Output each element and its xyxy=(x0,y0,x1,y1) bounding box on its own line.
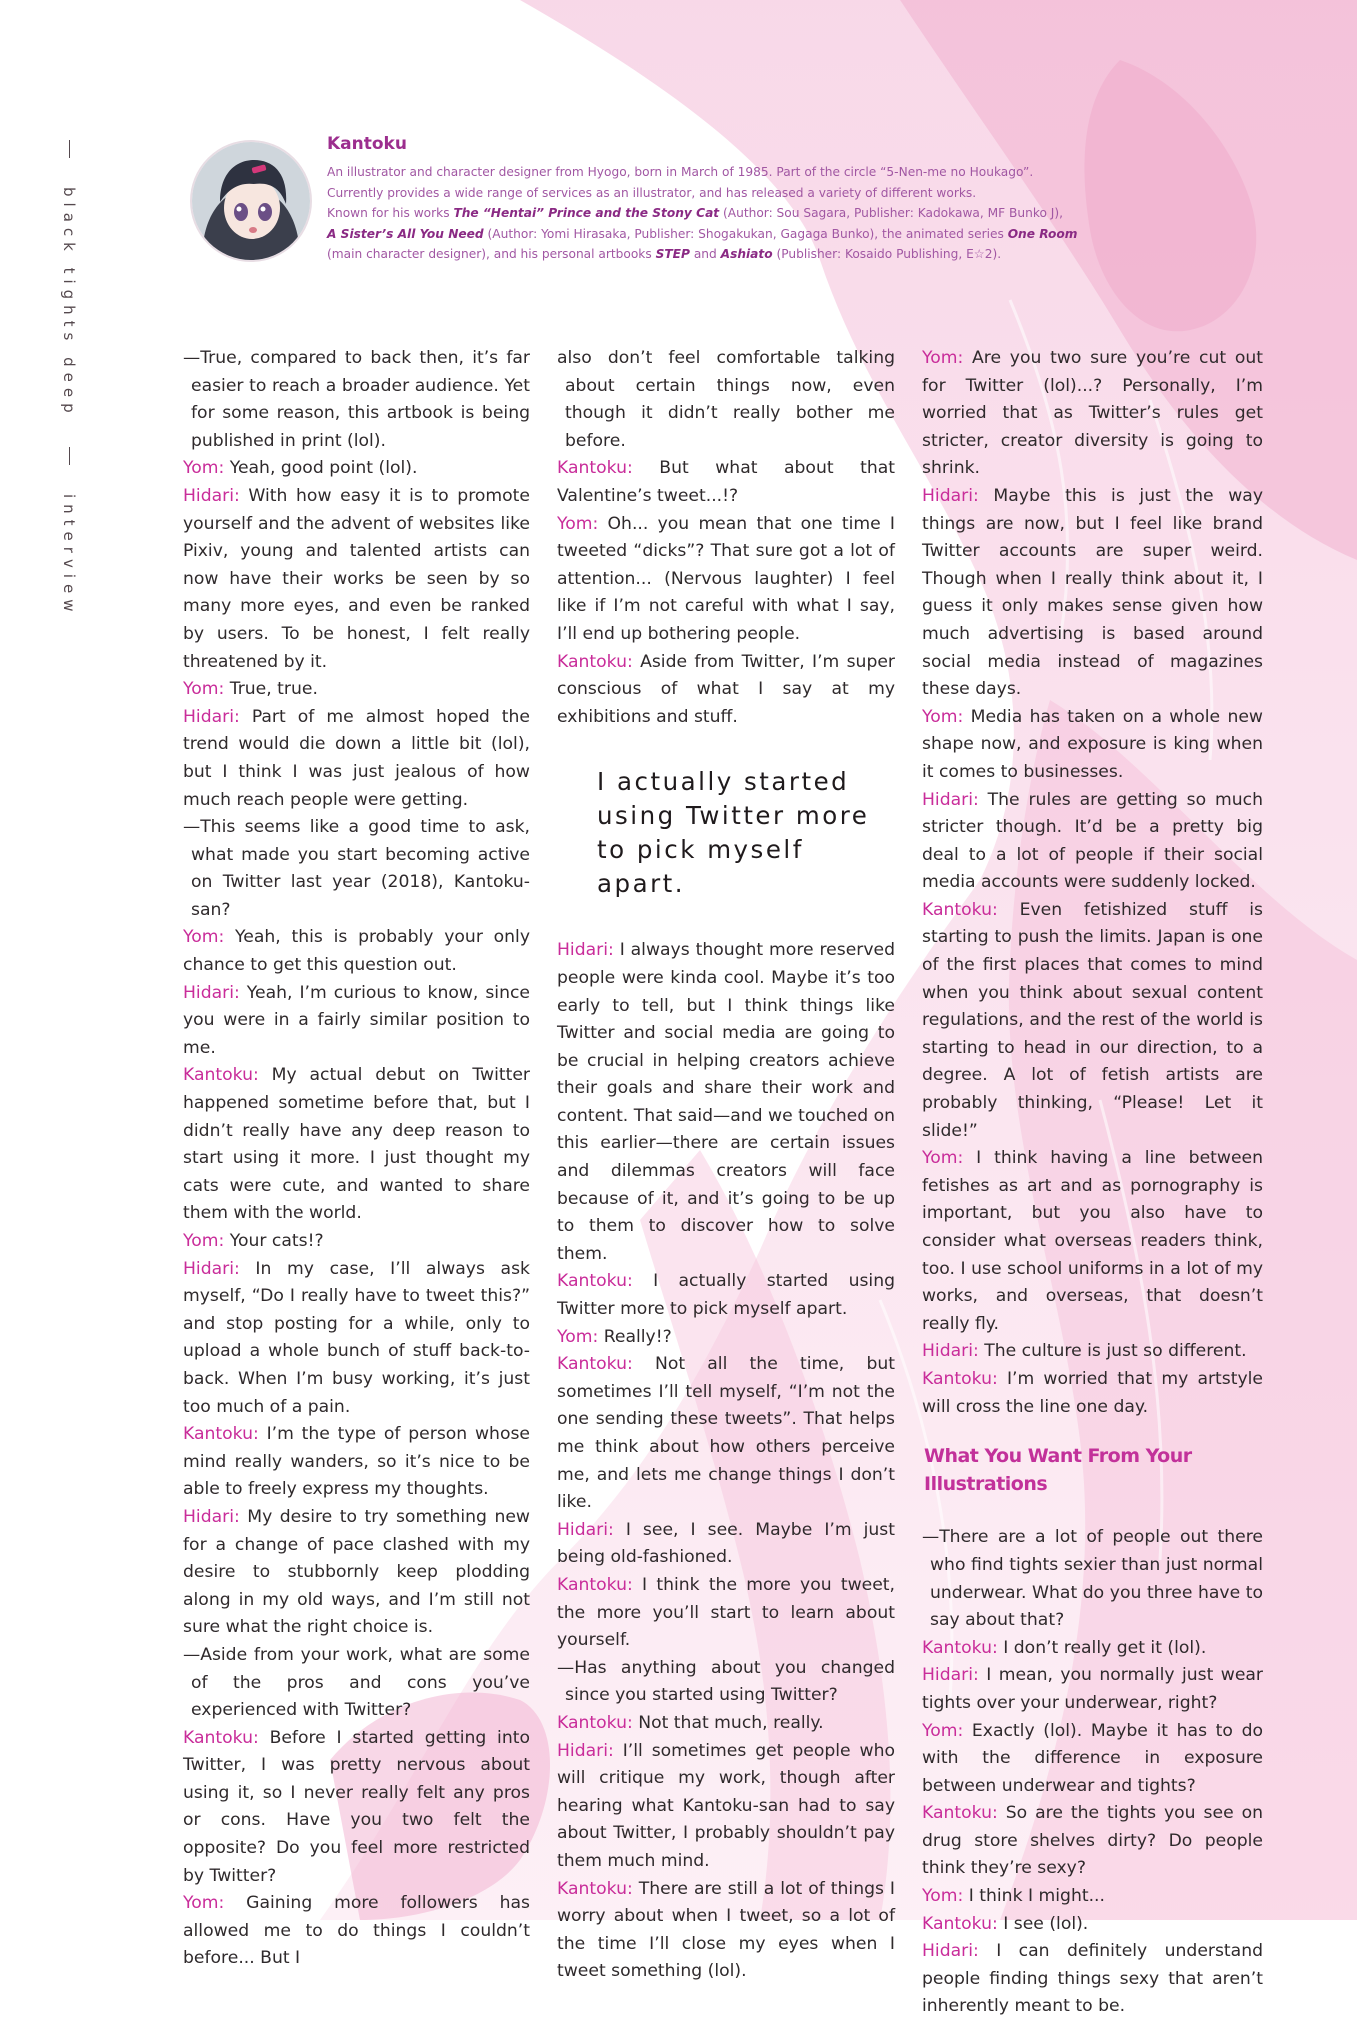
dialogue-line xyxy=(183,704,530,814)
dialogue-text: also don’t feel comfortable talking about certain things now, even though it didn’t really bother me before. xyxy=(557,348,895,451)
bio-line xyxy=(327,203,1107,224)
interviewer-question xyxy=(557,345,895,455)
dialogue-line xyxy=(183,1062,530,1228)
dialogue-text: Maybe this is just the way things are now, but I feel like brand Twitter accounts are super weird. Though when I really think about it, I guess it only makes sense given how much advertising is based around social media instead of magazines these days. xyxy=(922,485,1263,700)
speaker-name: Hidari: xyxy=(557,940,614,961)
bio-line xyxy=(327,183,1107,204)
dialogue-text: Aside from Twitter, I’m super conscious of what I say at my exhibitions and stuff. xyxy=(557,651,895,727)
bio-text: (Author: Sou Sagara, Publisher: Kadokawa, MF Bunko J), xyxy=(723,206,1064,220)
speaker-name: Yom: xyxy=(922,1886,964,1907)
dialogue-line xyxy=(922,1911,1263,1939)
dialogue-line xyxy=(922,787,1263,897)
dialogue-line xyxy=(922,1145,1263,1338)
dialogue-line xyxy=(922,897,1263,1145)
avatar xyxy=(190,140,312,262)
dialogue-text: Part of me almost hoped the trend would die down a little bit (lol), but I think I was just jealous of how much reach people were getting. xyxy=(183,706,530,810)
dialogue-line xyxy=(922,1635,1263,1663)
speaker-name: Hidari: xyxy=(183,1506,240,1527)
dialogue-text: —This seems like a good time to ask, what made you start becoming active on Twitter last year (2018), Kantoku-san? xyxy=(183,817,530,920)
dialogue-line xyxy=(183,676,530,704)
dialogue-line xyxy=(557,511,895,649)
dialogue-line xyxy=(557,937,895,1268)
dialogue-text: Not that much, really. xyxy=(638,1712,824,1733)
speaker-name: Hidari: xyxy=(183,982,240,1003)
dialogue-text: I see, I see. Maybe I’m just being old-fashioned. xyxy=(557,1519,895,1568)
speaker-name: Yom: xyxy=(183,1893,225,1914)
dialogue-line xyxy=(922,1366,1263,1421)
speaker-name: Hidari: xyxy=(557,1519,614,1540)
speaker-name: Hidari: xyxy=(922,485,979,506)
interview-column-3 xyxy=(922,345,1263,2021)
dialogue-line xyxy=(183,1421,530,1504)
dialogue-text: Yeah, this is probably your only chance to get this question out. xyxy=(183,927,530,976)
dialogue-text: I can definitely understand people finding things sexy that aren’t inherently meant to be. xyxy=(922,1941,1263,2017)
speaker-name: Kantoku: xyxy=(557,1574,633,1595)
dialogue-text: Really!? xyxy=(603,1326,672,1347)
dialogue-line xyxy=(557,1517,895,1572)
side-label-title: black tights deep xyxy=(60,186,78,419)
speaker-name: Hidari: xyxy=(922,1341,979,1362)
bio-text: (main character designer), and his personal artbooks xyxy=(327,247,652,261)
dialogue-text: Yeah, good point (lol). xyxy=(229,458,418,479)
bio-text: Currently provides a wide range of services as an illustrator, and has released a variety of different works. xyxy=(327,185,977,200)
speaker-name: Kantoku: xyxy=(557,1878,633,1899)
speaker-name: Yom: xyxy=(922,1148,964,1169)
speaker-name: Yom: xyxy=(183,1231,225,1251)
dialogue-line xyxy=(183,455,530,483)
dialogue-text: Not all the time, but sometimes I’ll tell myself, “I’m not the one sending these tweets”. That helps me think about how others perceive me, and lets me change things I don’t like. xyxy=(557,1354,895,1513)
dialogue-line xyxy=(557,1876,895,1986)
dialogue-text: Even fetishized stuff is starting to push the limits. Japan is one of the first places that comes to mind when you think about sexual content regulations, and the rest of the world is starting to head in our direction, to a degree. A lot of fetish artists are probably thinking, “Please! Let it slide!” xyxy=(922,899,1263,1141)
speaker-name: Yom: xyxy=(922,706,964,727)
speaker-name: Kantoku: xyxy=(557,651,633,672)
dialogue-line xyxy=(922,1938,1263,2021)
dialogue-line xyxy=(922,345,1263,483)
speaker-name: Yom: xyxy=(557,513,599,534)
work-title: A Sister’s All You Need xyxy=(327,226,484,241)
dialogue-line xyxy=(557,1324,895,1352)
interviewer-question xyxy=(183,1642,530,1725)
interviewer-question xyxy=(557,1655,895,1710)
dialogue-list xyxy=(557,937,895,1986)
speaker-name: Hidari: xyxy=(183,1258,240,1279)
speaker-name: Kantoku: xyxy=(183,1065,259,1086)
speaker-name: Hidari: xyxy=(922,1941,979,1962)
speaker-name: Yom: xyxy=(922,1720,964,1741)
speaker-name: Kantoku: xyxy=(557,458,633,479)
dialogue-text: The rules are getting so much stricter though. It’d be a pretty big deal to a lot of people if their social media accounts were suddenly locked. xyxy=(922,789,1263,893)
dialogue-text: Media has taken on a whole new shape now, and exposure is king when it comes to businesses. xyxy=(922,706,1263,782)
dialogue-line xyxy=(922,1800,1263,1883)
dialogue-text: I’m worried that my artstyle will cross the line one day. xyxy=(922,1368,1263,1417)
speaker-name: Yom: xyxy=(922,348,964,368)
divider xyxy=(69,140,70,158)
dialogue-text: There are still a lot of things I worry about when I tweet, so a lot of the time I’ll close my eyes when I tweet something (lol). xyxy=(557,1878,895,1982)
speaker-name: Kantoku: xyxy=(922,1803,998,1824)
dialogue-line xyxy=(557,1351,895,1517)
speaker-name: Kantoku: xyxy=(922,1368,998,1389)
dialogue-text: Exactly (lol). Maybe it has to do with the difference in exposure between underwear and tights? xyxy=(922,1720,1264,1796)
anime-girl-portrait-icon xyxy=(192,142,310,260)
dialogue-line xyxy=(183,1256,530,1422)
dialogue-text: I see (lol). xyxy=(1003,1913,1089,1934)
dialogue-text: —There are a lot of people out there who find tights sexier than just normal underwear. What do you three have to say about that? xyxy=(922,1527,1263,1631)
dialogue-text: I always thought more reserved people were kinda cool. Maybe it’s too early to tell, but I think things like Twitter and social media are going to be crucial in helping creators achieve their goals and share their work and content. That said—and we touched on this earlier—there are certain issues and dilemmas creators will face because of it, and it’s going to be up to them to discover how to solve them. xyxy=(557,940,895,1264)
speaker-name: Yom: xyxy=(183,927,225,948)
bio-text: Known for his works xyxy=(327,206,450,220)
dialogue-line xyxy=(557,1738,895,1876)
speaker-name: Hidari: xyxy=(557,1740,614,1761)
dialogue-text: I mean, you normally just wear tights over your underwear, right? xyxy=(922,1665,1263,1713)
dialogue-text: My actual debut on Twitter happened sometime before that, but I didn’t really have any deep reason to start using it more. I just thought my cats were cute, and wanted to share them with the world. xyxy=(183,1065,530,1224)
speaker-name: Yom: xyxy=(557,1326,599,1347)
speaker-name: Yom: xyxy=(183,458,225,479)
author-bio xyxy=(327,134,1107,265)
dialogue-line xyxy=(557,455,895,510)
pull-quote-line: I actually started xyxy=(597,767,850,797)
dialogue-text: Gaining more followers has allowed me to do things I couldn’t before... But I xyxy=(183,1893,530,1969)
work-title: Ashiato xyxy=(720,247,773,261)
dialogue-line xyxy=(922,1662,1263,1717)
interviewer-question xyxy=(183,814,530,924)
dialogue-text: Are you two sure you’re cut out for Twitter (lol)...? Personally, I’m worried that as Twitter’s rules get stricter, creator diversity is going to shrink. xyxy=(922,348,1264,479)
dialogue-list xyxy=(922,1524,1263,2021)
dialogue-text: With how easy it is to promote yourself and the advent of websites like Pixiv, young and talented artists can now have their works be seen by so many more eyes, and even be ranked by users. To be honest, I felt really threatened by it. xyxy=(183,485,530,672)
work-title: The “Hentai” Prince and the Stony Cat xyxy=(453,206,720,220)
speaker-name: Hidari: xyxy=(183,485,240,506)
dialogue-text: Oh... you mean that one time I tweeted “dicks”? That sure got a lot of attention... (Nervous laughter) I feel like if I’m not careful with what I say, I’ll end up bothering people. xyxy=(557,513,896,644)
section-heading: What You Want From Your Illustrations xyxy=(924,1445,1192,1495)
bio-text: (Publisher: Kosaido Publishing, E☆2). xyxy=(776,247,1002,261)
dialogue-text: But what about that Valentine’s tweet...!? xyxy=(557,458,896,506)
dialogue-text: Yeah, I’m curious to know, since you were in a fairly similar position to me. xyxy=(183,982,531,1058)
dialogue-text: In my case, I’ll always ask myself, “Do I really have to tweet this?” and stop posting for a while, only to upload a whole bunch of stuff back-to-back. When I’m busy working, it’s just too much of a pain. xyxy=(183,1258,530,1417)
bio-text: and xyxy=(693,247,717,261)
pull-quote-line: using Twitter more xyxy=(597,801,870,831)
side-label-subtitle: interview xyxy=(60,493,78,618)
bio-line xyxy=(327,224,1107,245)
speaker-name: Kantoku: xyxy=(557,1712,633,1733)
dialogue-text: I don’t really get it (lol). xyxy=(1003,1637,1207,1658)
speaker-name: Hidari: xyxy=(922,1665,979,1686)
bio-text: An illustrator and character designer from Hyogo, born in March of 1985. Part of the circle “5-Nen-me no Houkago”. xyxy=(327,165,1034,179)
interview-column-1 xyxy=(183,345,530,1973)
dialogue-text: My desire to try something new for a change of pace clashed with my desire to stubbornly keep plodding along in my old ways, and I’m still not sure what the right choice is. xyxy=(183,1506,530,1638)
speaker-name: Kantoku: xyxy=(183,1727,259,1748)
interview-column-2 xyxy=(557,345,895,1986)
work-title: STEP xyxy=(655,247,690,261)
dialogue-line xyxy=(557,1268,895,1323)
speaker-name: Hidari: xyxy=(922,789,979,810)
dialogue-list xyxy=(183,345,530,1973)
dialogue-line xyxy=(183,1228,530,1256)
work-title: One Room xyxy=(1007,226,1078,241)
dialogue-line xyxy=(557,1572,895,1655)
dialogue-text: —True, compared to back then, it’s far easier to reach a broader audience. Yet for some reason, this artbook is being published in print (lol). xyxy=(183,348,530,451)
dialogue-text: I’ll sometimes get people who will critique my work, though after hearing what Kantoku-san had to say about Twitter, I probably shouldn’t pay them much mind. xyxy=(557,1740,895,1871)
dialogue-text: —Has anything about you changed since you started using Twitter? xyxy=(557,1657,895,1706)
dialogue-line xyxy=(183,1890,530,1973)
speaker-name: Kantoku: xyxy=(183,1424,259,1445)
dialogue-line xyxy=(183,980,530,1063)
speaker-name: Kantoku: xyxy=(557,1354,633,1375)
section-side-label xyxy=(60,130,78,625)
dialogue-line xyxy=(922,1338,1263,1366)
dialogue-line xyxy=(183,483,530,676)
speaker-name: Kantoku: xyxy=(922,1637,998,1658)
dialogue-line xyxy=(922,704,1263,787)
interviewer-question xyxy=(183,345,530,455)
dialogue-text: The culture is just so different. xyxy=(984,1341,1247,1362)
dialogue-line xyxy=(183,924,530,979)
dialogue-text: I think the more you tweet, the more you’ll start to learn about yourself. xyxy=(557,1574,895,1651)
dialogue-line xyxy=(557,649,895,732)
dialogue-line xyxy=(557,1710,895,1738)
pull-quote-line: to pick myself apart. xyxy=(597,835,804,899)
speaker-name: Kantoku: xyxy=(922,899,998,920)
dialogue-line xyxy=(922,1718,1263,1801)
dialogue-list xyxy=(922,345,1263,1421)
dialogue-text: I actually started using Twitter more to pick myself apart. xyxy=(557,1271,895,1320)
dialogue-line xyxy=(922,483,1263,704)
divider xyxy=(69,447,70,465)
dialogue-list xyxy=(557,345,895,731)
bio-text: (Author: Yomi Hirasaka, Publisher: Shogakukan, Gagaga Bunko), the animated series xyxy=(487,226,1004,241)
bio-line xyxy=(327,162,1107,183)
dialogue-text: I think I might... xyxy=(968,1886,1105,1907)
dialogue-line xyxy=(922,1883,1263,1911)
speaker-name: Yom: xyxy=(183,679,225,700)
dialogue-text: I’m the type of person whose mind really wanders, so it’s nice to be able to freely express my thoughts. xyxy=(183,1424,530,1500)
bio-name: Kantoku xyxy=(327,134,407,154)
dialogue-text: Before I started getting into Twitter, I was pretty nervous about using it, so I never really felt any pros or cons. Have you two felt the opposite? Do you feel more restricted by Twitter? xyxy=(183,1727,530,1886)
speaker-name: Hidari: xyxy=(183,706,240,727)
dialogue-text: So are the tights you see on drug store shelves dirty? Do people think they’re sexy? xyxy=(922,1803,1264,1879)
dialogue-text: I think having a line between fetishes as art and as pornography is important, but you also have to consider what overseas readers think, too. I use school uniforms in a lot of my works, and overseas, that doesn’t really fly. xyxy=(922,1148,1263,1334)
pull-quote xyxy=(597,765,895,901)
dialogue-text: True, true. xyxy=(229,679,318,700)
interviewer-question xyxy=(922,1524,1263,1634)
speaker-name: Kantoku: xyxy=(557,1271,633,1292)
dialogue-line xyxy=(183,1504,530,1642)
dialogue-text: Your cats!? xyxy=(229,1231,324,1251)
speaker-name: Kantoku: xyxy=(922,1913,998,1934)
dialogue-text: —Aside from your work, what are some of the pros and cons you’ve experienced with Twitter? xyxy=(183,1644,530,1721)
bio-line xyxy=(327,244,1107,265)
dialogue-line xyxy=(183,1725,530,1891)
